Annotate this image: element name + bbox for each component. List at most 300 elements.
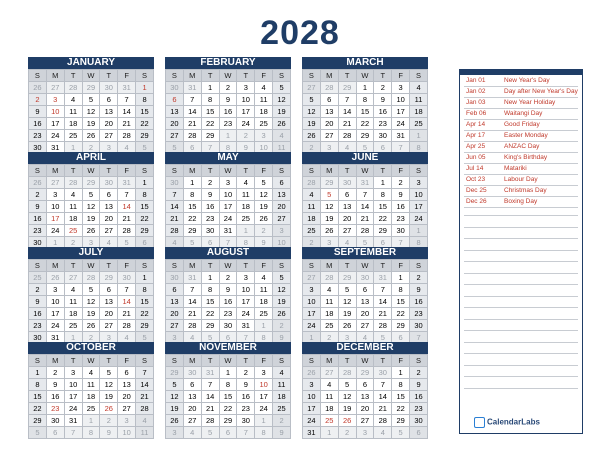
day-cell: 29 <box>183 225 201 237</box>
month-may <box>165 152 291 249</box>
adjacent-day-cell: 5 <box>166 142 184 154</box>
day-cell: 11 <box>64 201 82 213</box>
day-cell: 6 <box>100 284 118 296</box>
day-cell: 22 <box>374 213 392 225</box>
adjacent-day-cell: 29 <box>100 272 118 284</box>
holiday-date: Apr 17 <box>466 132 486 139</box>
weekday-label: T <box>374 70 392 82</box>
day-cell: 9 <box>46 379 64 391</box>
day-cell: 12 <box>320 201 338 213</box>
day-cell: 13 <box>166 296 184 308</box>
weekday-label: W <box>219 260 237 272</box>
adjacent-day-cell: 11 <box>273 142 291 154</box>
day-cell: 11 <box>320 391 338 403</box>
day-cell: 11 <box>273 379 291 391</box>
weekday-label: M <box>183 70 201 82</box>
adjacent-day-cell: 3 <box>166 427 184 439</box>
adjacent-day-cell: 2 <box>237 130 255 142</box>
day-cell: 21 <box>374 403 392 415</box>
adjacent-day-cell: 4 <box>338 237 356 249</box>
adjacent-day-cell: 6 <box>46 427 64 439</box>
day-cell: 17 <box>303 308 321 320</box>
day-cell: 11 <box>303 201 321 213</box>
weekday-label: T <box>100 355 118 367</box>
day-cell: 9 <box>392 189 410 201</box>
day-cell: 13 <box>320 106 338 118</box>
adjacent-day-cell: 2 <box>100 415 118 427</box>
day-cell: 1 <box>136 177 154 189</box>
day-cell: 17 <box>219 201 237 213</box>
day-cell: 27 <box>118 403 136 415</box>
month-name: SEPTEMBER <box>302 247 428 259</box>
day-cell: 18 <box>64 118 82 130</box>
holiday-date: Jan 03 <box>466 99 486 106</box>
day-cell: 2 <box>237 367 255 379</box>
day-cell: 5 <box>100 367 118 379</box>
day-cell: 6 <box>166 284 184 296</box>
adjacent-day-cell: 9 <box>273 427 291 439</box>
adjacent-day-cell: 1 <box>82 415 100 427</box>
weekday-label: T <box>201 355 219 367</box>
adjacent-day-cell: 10 <box>255 142 273 154</box>
day-cell: 15 <box>219 391 237 403</box>
weekday-label: S <box>166 260 184 272</box>
day-cell: 4 <box>273 367 291 379</box>
holiday-name: New Year's Day <box>504 77 550 84</box>
day-cell: 3 <box>64 367 82 379</box>
day-cell: 26 <box>273 308 291 320</box>
holiday-date: Apr 14 <box>466 121 486 128</box>
day-cell: 11 <box>320 296 338 308</box>
day-cell: 24 <box>303 415 321 427</box>
adjacent-day-cell: 5 <box>136 332 154 344</box>
weekday-label: S <box>410 355 428 367</box>
adjacent-day-cell: 3 <box>356 427 374 439</box>
weekday-label: M <box>46 165 64 177</box>
day-cell: 12 <box>166 391 184 403</box>
day-cell: 30 <box>29 142 47 154</box>
day-cell: 23 <box>392 213 410 225</box>
adjacent-day-cell: 7 <box>201 142 219 154</box>
weekday-label: M <box>46 260 64 272</box>
day-cell: 24 <box>46 130 64 142</box>
day-cell: 8 <box>374 189 392 201</box>
weekday-label: M <box>320 165 338 177</box>
day-cell: 26 <box>255 213 273 225</box>
day-cell: 12 <box>82 201 100 213</box>
day-cell: 2 <box>410 367 428 379</box>
day-cell: 14 <box>374 391 392 403</box>
day-cell: 28 <box>118 320 136 332</box>
day-cell: 6 <box>183 379 201 391</box>
day-cell: 1 <box>392 272 410 284</box>
weekday-label: T <box>100 165 118 177</box>
day-cell: 8 <box>219 379 237 391</box>
brand-logo <box>474 417 540 428</box>
day-cell: 15 <box>392 391 410 403</box>
weekday-label: S <box>273 260 291 272</box>
day-cell: 15 <box>374 201 392 213</box>
adjacent-day-cell: 1 <box>303 332 321 344</box>
day-cell: 5 <box>273 272 291 284</box>
adjacent-day-cell: 7 <box>392 237 410 249</box>
day-cell: 1 <box>136 272 154 284</box>
day-cell: 26 <box>82 130 100 142</box>
day-cell: 14 <box>374 296 392 308</box>
weekday-label: S <box>410 260 428 272</box>
day-cell: 4 <box>64 94 82 106</box>
month-june <box>302 152 428 249</box>
day-cell: 10 <box>410 189 428 201</box>
weekday-label: T <box>237 260 255 272</box>
adjacent-day-cell: 5 <box>136 142 154 154</box>
day-cell: 30 <box>392 225 410 237</box>
day-cell: 16 <box>410 296 428 308</box>
day-cell: 29 <box>201 320 219 332</box>
day-cell: 10 <box>237 284 255 296</box>
weekday-label: F <box>392 260 410 272</box>
adjacent-day-cell: 6 <box>219 332 237 344</box>
calendar-icon <box>474 417 485 428</box>
day-cell: 6 <box>356 284 374 296</box>
day-cell: 18 <box>64 213 82 225</box>
day-cell: 19 <box>273 106 291 118</box>
adjacent-day-cell: 31 <box>356 177 374 189</box>
month-september <box>302 247 428 344</box>
day-cell: 22 <box>29 403 47 415</box>
day-cell: 21 <box>183 308 201 320</box>
weekday-label: S <box>303 355 321 367</box>
day-cell: 29 <box>374 225 392 237</box>
day-cell: 27 <box>273 213 291 225</box>
weekday-label: S <box>29 70 47 82</box>
weekday-label: T <box>338 70 356 82</box>
day-cell: 28 <box>166 225 184 237</box>
day-cell: 8 <box>136 94 154 106</box>
day-cell: 11 <box>237 189 255 201</box>
day-cell: 7 <box>183 284 201 296</box>
day-cell: 10 <box>303 391 321 403</box>
adjacent-day-cell: 31 <box>118 177 136 189</box>
note-line <box>464 307 578 308</box>
day-cell: 19 <box>100 391 118 403</box>
day-cell: 7 <box>338 94 356 106</box>
adjacent-day-cell: 9 <box>100 427 118 439</box>
day-cell: 15 <box>183 201 201 213</box>
day-cell: 7 <box>374 379 392 391</box>
day-cell: 4 <box>255 272 273 284</box>
day-cell: 4 <box>255 82 273 94</box>
adjacent-day-cell: 6 <box>136 237 154 249</box>
day-cell: 16 <box>392 201 410 213</box>
adjacent-day-cell: 2 <box>338 427 356 439</box>
weekday-label: M <box>46 355 64 367</box>
day-cell: 12 <box>100 379 118 391</box>
adjacent-day-cell: 1 <box>64 142 82 154</box>
adjacent-day-cell: 1 <box>237 225 255 237</box>
month-january <box>28 57 154 154</box>
adjacent-day-cell: 28 <box>303 177 321 189</box>
weekday-label: S <box>273 165 291 177</box>
day-cell: 6 <box>338 189 356 201</box>
weekday-label: S <box>29 165 47 177</box>
day-cell: 26 <box>82 225 100 237</box>
day-cell: 19 <box>338 308 356 320</box>
day-cell: 16 <box>410 391 428 403</box>
adjacent-day-cell: 5 <box>118 237 136 249</box>
weekday-label: F <box>255 165 273 177</box>
day-cell: 31 <box>64 415 82 427</box>
day-cell: 5 <box>82 284 100 296</box>
adjacent-day-cell: 29 <box>166 367 184 379</box>
day-cell: 20 <box>183 403 201 415</box>
day-cell: 5 <box>338 284 356 296</box>
adjacent-day-cell: 4 <box>136 415 154 427</box>
weekday-label: W <box>356 165 374 177</box>
adjacent-day-cell: 28 <box>64 82 82 94</box>
adjacent-day-cell: 30 <box>356 272 374 284</box>
holiday-name: Waitangi Day <box>504 110 543 117</box>
day-cell: 27 <box>356 320 374 332</box>
day-cell: 25 <box>320 320 338 332</box>
day-cell: 29 <box>392 320 410 332</box>
adjacent-day-cell: 31 <box>118 82 136 94</box>
day-cell: 8 <box>392 379 410 391</box>
day-cell: 14 <box>356 201 374 213</box>
day-cell: 20 <box>118 391 136 403</box>
adjacent-day-cell: 7 <box>237 332 255 344</box>
day-cell: 23 <box>29 130 47 142</box>
adjacent-day-cell: 4 <box>374 427 392 439</box>
day-cell: 21 <box>136 391 154 403</box>
day-cell: 27 <box>320 130 338 142</box>
day-cell: 22 <box>136 308 154 320</box>
day-cell: 4 <box>237 177 255 189</box>
day-cell: 25 <box>255 308 273 320</box>
adjacent-day-cell: 6 <box>374 237 392 249</box>
day-cell: 4 <box>82 367 100 379</box>
adjacent-day-cell: 3 <box>273 225 291 237</box>
day-cell: 31 <box>237 320 255 332</box>
weekday-label: T <box>237 165 255 177</box>
adjacent-day-cell: 2 <box>82 332 100 344</box>
adjacent-day-cell: 8 <box>219 142 237 154</box>
day-cell: 5 <box>82 94 100 106</box>
adjacent-day-cell: 4 <box>118 142 136 154</box>
weekday-label: W <box>82 70 100 82</box>
note-line <box>464 388 578 389</box>
day-cell: 28 <box>338 130 356 142</box>
note-line <box>464 365 578 366</box>
day-cell: 2 <box>29 94 47 106</box>
day-cell: 23 <box>29 225 47 237</box>
adjacent-day-cell: 3 <box>100 142 118 154</box>
month-name: APRIL <box>28 152 154 164</box>
day-cell: 1 <box>356 82 374 94</box>
day-cell: 27 <box>166 320 184 332</box>
weekday-label: F <box>255 70 273 82</box>
day-cell: 28 <box>183 130 201 142</box>
weekday-label: F <box>392 70 410 82</box>
day-cell: 28 <box>356 225 374 237</box>
adjacent-day-cell: 3 <box>338 332 356 344</box>
day-cell: 12 <box>82 296 100 308</box>
holiday-date: Jul 14 <box>466 165 484 172</box>
day-cell: 2 <box>219 272 237 284</box>
holiday-name: ANZAC Day <box>504 143 540 150</box>
day-cell: 20 <box>356 308 374 320</box>
adjacent-day-cell: 7 <box>410 332 428 344</box>
weekday-label: S <box>29 260 47 272</box>
weekday-label: S <box>303 260 321 272</box>
day-cell: 23 <box>219 118 237 130</box>
day-cell: 20 <box>320 118 338 130</box>
day-cell: 8 <box>183 189 201 201</box>
day-cell: 18 <box>82 391 100 403</box>
month-name: DECEMBER <box>302 342 428 354</box>
note-line <box>464 342 578 343</box>
weekday-label: T <box>338 355 356 367</box>
adjacent-day-cell: 2 <box>273 320 291 332</box>
day-cell: 8 <box>201 284 219 296</box>
day-cell: 16 <box>201 201 219 213</box>
weekday-label: W <box>82 355 100 367</box>
day-cell: 21 <box>338 118 356 130</box>
adjacent-day-cell: 1 <box>410 130 428 142</box>
day-cell: 22 <box>183 213 201 225</box>
day-cell: 22 <box>201 118 219 130</box>
adjacent-day-cell: 29 <box>356 367 374 379</box>
adjacent-day-cell: 8 <box>410 142 428 154</box>
day-cell: 11 <box>64 296 82 308</box>
day-cell: 13 <box>338 201 356 213</box>
adjacent-day-cell: 9 <box>237 142 255 154</box>
day-cell: 17 <box>303 403 321 415</box>
day-cell: 9 <box>410 379 428 391</box>
weekday-label: T <box>64 165 82 177</box>
day-cell: 25 <box>64 320 82 332</box>
adjacent-day-cell: 30 <box>374 367 392 379</box>
holiday-name: Christmas Day <box>504 187 547 194</box>
day-cell: 22 <box>136 118 154 130</box>
day-cell: 19 <box>82 308 100 320</box>
note-line <box>464 284 578 285</box>
day-cell: 10 <box>303 296 321 308</box>
adjacent-day-cell: 30 <box>338 177 356 189</box>
weekday-label: T <box>374 165 392 177</box>
day-cell: 22 <box>356 118 374 130</box>
adjacent-day-cell: 1 <box>410 225 428 237</box>
weekday-label: F <box>118 165 136 177</box>
holiday-name: Boxing Day <box>504 198 538 205</box>
adjacent-day-cell: 3 <box>82 237 100 249</box>
weekday-label: S <box>29 355 47 367</box>
day-cell: 9 <box>219 284 237 296</box>
weekday-label: S <box>273 355 291 367</box>
weekday-label: T <box>374 260 392 272</box>
day-cell: 25 <box>273 403 291 415</box>
day-cell: 30 <box>46 415 64 427</box>
adjacent-day-cell: 6 <box>183 142 201 154</box>
day-cell: 4 <box>64 284 82 296</box>
day-cell: 6 <box>320 94 338 106</box>
day-cell: 8 <box>201 94 219 106</box>
day-cell: 15 <box>392 296 410 308</box>
day-cell: 14 <box>183 296 201 308</box>
day-cell: 11 <box>255 284 273 296</box>
day-cell: 15 <box>356 106 374 118</box>
adjacent-day-cell: 31 <box>374 272 392 284</box>
day-cell: 26 <box>338 415 356 427</box>
adjacent-day-cell: 5 <box>201 332 219 344</box>
day-cell: 2 <box>201 177 219 189</box>
adjacent-day-cell: 4 <box>273 130 291 142</box>
day-cell: 23 <box>410 403 428 415</box>
day-cell: 19 <box>273 296 291 308</box>
note-line <box>464 250 578 251</box>
day-cell: 21 <box>374 308 392 320</box>
day-cell: 10 <box>46 201 64 213</box>
day-cell: 26 <box>338 320 356 332</box>
day-cell: 30 <box>29 332 47 344</box>
day-cell: 18 <box>255 296 273 308</box>
day-cell: 8 <box>29 379 47 391</box>
day-cell: 24 <box>392 118 410 130</box>
day-cell: 8 <box>136 189 154 201</box>
day-cell: 30 <box>201 225 219 237</box>
day-cell: 14 <box>136 379 154 391</box>
day-cell: 22 <box>219 403 237 415</box>
day-cell: 16 <box>46 391 64 403</box>
day-cell: 3 <box>219 177 237 189</box>
month-name: NOVEMBER <box>165 342 291 354</box>
day-cell: 10 <box>392 94 410 106</box>
day-cell: 3 <box>46 284 64 296</box>
day-cell: 29 <box>219 415 237 427</box>
day-cell: 14 <box>183 106 201 118</box>
day-cell: 9 <box>219 94 237 106</box>
holiday-name: Day after New Year's Day <box>504 88 578 95</box>
holiday-date: Jun 05 <box>466 154 486 161</box>
adjacent-day-cell: 3 <box>320 237 338 249</box>
day-cell: 25 <box>64 130 82 142</box>
adjacent-day-cell: 3 <box>320 142 338 154</box>
weekday-label: T <box>201 70 219 82</box>
day-cell: 31 <box>219 225 237 237</box>
day-cell: 29 <box>136 320 154 332</box>
adjacent-day-cell: 5 <box>356 142 374 154</box>
adjacent-day-cell: 1 <box>255 415 273 427</box>
weekday-label: S <box>136 165 154 177</box>
note-line <box>464 273 578 274</box>
day-cell: 5 <box>82 189 100 201</box>
adjacent-day-cell: 29 <box>338 82 356 94</box>
day-cell: 28 <box>374 320 392 332</box>
adjacent-day-cell: 9 <box>273 332 291 344</box>
day-cell: 30 <box>410 320 428 332</box>
day-cell: 25 <box>303 225 321 237</box>
day-cell: 1 <box>219 367 237 379</box>
day-cell: 12 <box>82 106 100 118</box>
adjacent-day-cell: 4 <box>338 142 356 154</box>
weekday-label: F <box>118 70 136 82</box>
day-cell: 15 <box>201 296 219 308</box>
day-cell: 3 <box>237 272 255 284</box>
day-cell: 19 <box>166 403 184 415</box>
day-cell: 14 <box>118 106 136 118</box>
adjacent-day-cell: 27 <box>303 82 321 94</box>
day-cell: 16 <box>374 106 392 118</box>
